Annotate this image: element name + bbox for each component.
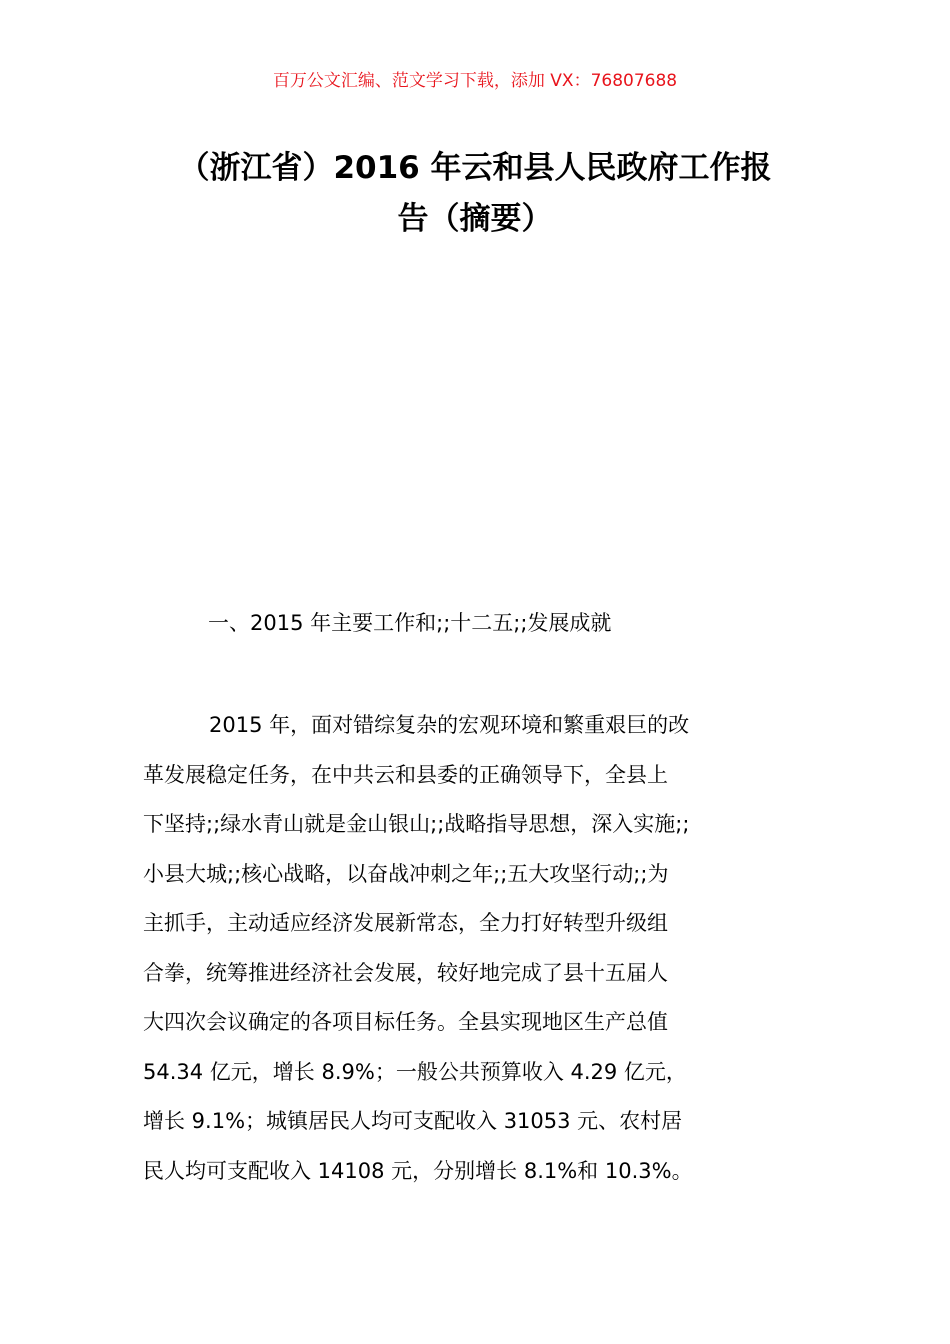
body-paragraph xyxy=(143,701,808,1196)
paragraph-line: 2015 年，面对错综复杂的宏观环境和繁重艰巨的改 xyxy=(209,713,690,737)
document-title xyxy=(140,143,810,245)
paragraph-line: 民人均可支配收入 14108 元，分别增长 8.1%和 10.3%。 xyxy=(143,1158,693,1183)
paragraph-line: 增长 9.1%；城镇居民人均可支配收入 31053 元、农村居 xyxy=(143,1109,683,1133)
promo-header: 百万公文汇编、范文学习下载，添加 VX：76807688 xyxy=(272,71,678,91)
paragraph-line: 小县大城;;核心战略，以奋战冲刺之年;;五大攻坚行动;;为 xyxy=(143,861,669,886)
paragraph-line: 主抓手，主动适应经济发展新常态，全力打好转型升级组 xyxy=(143,911,668,935)
paragraph-line: 合拳，统筹推进经济社会发展，较好地完成了县十五届人 xyxy=(143,960,668,985)
paragraph-line: 革发展稳定任务，在中共云和县委的正确领导下，全县上 xyxy=(143,762,668,787)
paragraph-line: 下坚持;;绿水青山就是金山银山;;战略指导思想，深入实施;; xyxy=(143,812,690,836)
paragraph-line: 54.34 亿元，增长 8.9%；一般公共预算收入 4.29 亿元， xyxy=(143,1059,687,1084)
section-heading: 一、2015 年主要工作和;;十二五;;发展成就 xyxy=(208,611,612,635)
title-line-2: 告（摘要） xyxy=(397,201,553,237)
title-line-1: （浙江省）2016 年云和县人民政府工作报 xyxy=(178,150,772,186)
paragraph-line: 大四次会议确定的各项目标任务。全县实现地区生产总值 xyxy=(143,1010,668,1034)
